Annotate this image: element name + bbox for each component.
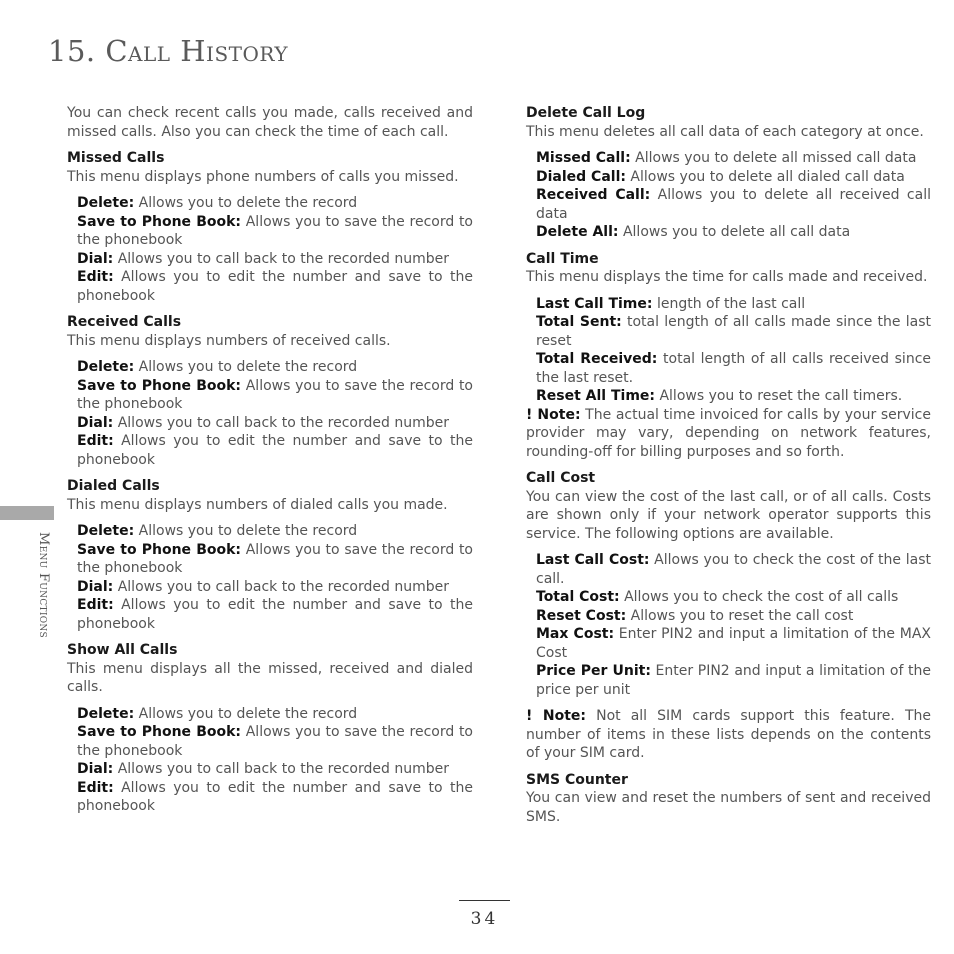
option-item xyxy=(77,723,473,760)
option-item xyxy=(536,551,931,588)
option-list-call-time xyxy=(526,295,931,406)
option-term: Last Call Time: xyxy=(536,295,653,312)
option-item xyxy=(536,168,931,187)
option-item xyxy=(536,295,931,314)
option-text: Allows you to check the cost of all calls xyxy=(619,589,899,605)
option-term: Edit: xyxy=(77,269,114,285)
option-list-show-all-calls xyxy=(67,705,473,816)
option-item xyxy=(77,268,473,305)
option-item xyxy=(536,387,931,406)
option-text: Allows you to edit the number and save to the phonebook xyxy=(77,433,473,468)
option-text: Enter PIN2 and input a limitation of the MAX Cost xyxy=(536,626,931,661)
right-column xyxy=(526,104,931,826)
option-item xyxy=(77,377,473,414)
option-item xyxy=(536,607,931,626)
option-text: Allows you to call back to the recorded number xyxy=(113,250,449,267)
option-text: Allows you to save the record to the phonebook xyxy=(77,541,473,576)
option-term: Edit: xyxy=(77,779,114,796)
option-item xyxy=(77,250,473,269)
option-item xyxy=(77,541,473,578)
option-text: Allows you to save the record to the phonebook xyxy=(77,213,473,248)
option-term: Dial: xyxy=(77,761,114,777)
option-item xyxy=(536,662,931,699)
option-item xyxy=(77,596,473,633)
option-item xyxy=(536,588,931,607)
note-text: The actual time invoiced for calls by your service provider may vary, depending on network features, rounding-off for billing purposes and so forth. xyxy=(526,406,931,460)
side-section-label: Menu Functions xyxy=(36,532,51,639)
option-term: Delete: xyxy=(77,705,135,722)
option-text: Allows you to call back to the recorded number xyxy=(113,578,449,595)
page-number-rule xyxy=(459,900,510,901)
option-item xyxy=(77,414,473,433)
option-text: Allows you to delete all received call data xyxy=(536,187,931,222)
option-text: Allows you to delete the record xyxy=(134,523,358,539)
option-term: Delete All: xyxy=(536,224,619,240)
section-desc-show-all-calls: This menu displays all the missed, received and dialed calls. xyxy=(67,660,473,695)
option-text: Allows you to edit the number and save to the phonebook xyxy=(77,269,473,304)
option-text: total length of all calls made since the last reset xyxy=(536,314,931,349)
note-call-time xyxy=(526,406,931,462)
option-term: Dial: xyxy=(77,578,114,595)
section-desc-call-time: This menu displays the time for calls made and received. xyxy=(526,269,928,285)
section-heading-received-calls: Received Calls xyxy=(67,314,182,330)
option-text: Allows you to reset the call cost xyxy=(626,607,854,624)
option-term: Save to Phone Book: xyxy=(77,541,242,558)
option-text: Allows you to save the record to the phonebook xyxy=(77,724,473,759)
option-term: Reset Cost: xyxy=(536,607,627,624)
option-item xyxy=(77,779,473,816)
option-text: Allows you to delete all dialed call data xyxy=(625,168,905,185)
option-text: Enter PIN2 and input a limitation of the price per unit xyxy=(536,663,931,698)
section-desc-sms-counter: You can view and reset the numbers of sent and received SMS. xyxy=(526,790,931,825)
option-text: Allows you to save the record to the phonebook xyxy=(77,377,473,412)
option-term: Save to Phone Book: xyxy=(77,213,242,230)
option-list-call-cost xyxy=(526,551,931,699)
option-text: Allows you to edit the number and save to the phonebook xyxy=(77,779,473,814)
note-label: ! Note: xyxy=(526,708,587,724)
section-desc-missed-calls: This menu displays phone numbers of calls you missed. xyxy=(67,168,459,185)
option-text: Allows you to delete all missed call data xyxy=(630,150,917,166)
option-item xyxy=(77,358,473,377)
option-item xyxy=(77,194,473,213)
section-heading-dialed-calls: Dialed Calls xyxy=(67,478,160,494)
option-item xyxy=(77,760,473,779)
option-text: Allows you to call back to the recorded number xyxy=(113,414,449,431)
option-term: Last Call Cost: xyxy=(536,552,650,568)
section-heading-show-all-calls: Show All Calls xyxy=(67,642,178,658)
option-item xyxy=(536,350,931,387)
option-term: Total Received: xyxy=(536,351,658,367)
section-heading-missed-calls: Missed Calls xyxy=(67,150,165,166)
option-term: Edit: xyxy=(77,597,114,613)
section-heading-call-time: Call Time xyxy=(526,250,599,267)
option-text: Allows you to delete the record xyxy=(134,705,358,722)
section-desc-dialed-calls: This menu displays numbers of dialed calls you made. xyxy=(67,496,448,513)
section-heading-delete-call-log: Delete Call Log xyxy=(526,105,646,121)
option-term: Missed Call: xyxy=(536,150,631,166)
option-item xyxy=(77,432,473,469)
note-call-cost xyxy=(526,707,931,763)
section-desc-call-cost: You can view the cost of the last call, or of all calls. Costs are shown only if your network operator supports this service. The following options are available. xyxy=(526,488,931,542)
section-heading-call-cost: Call Cost xyxy=(526,470,596,486)
option-term: Delete: xyxy=(77,195,135,211)
option-term: Delete: xyxy=(77,359,135,375)
option-term: Delete: xyxy=(77,523,135,539)
section-desc-received-calls: This menu displays numbers of received calls. xyxy=(67,332,391,349)
option-term: Price Per Unit: xyxy=(536,663,651,679)
option-term: Dial: xyxy=(77,250,114,267)
intro-paragraph: You can check recent calls you made, calls received and missed calls. Also you can check the time of each call. xyxy=(67,105,473,140)
section-desc-delete-call-log: This menu deletes all call data of each category at once. xyxy=(526,123,924,140)
option-list-delete-call-log xyxy=(526,149,931,242)
option-text: Allows you to edit the number and save to the phonebook xyxy=(77,597,473,632)
option-term: Save to Phone Book: xyxy=(77,377,242,394)
note-label: ! Note: xyxy=(526,406,581,423)
option-text: length of the last call xyxy=(652,295,806,312)
option-item xyxy=(77,578,473,597)
option-item xyxy=(77,705,473,724)
option-term: Max Cost: xyxy=(536,626,615,642)
option-item xyxy=(536,186,931,223)
option-item xyxy=(77,522,473,541)
option-term: Total Sent: xyxy=(536,314,622,330)
option-text: Allows you to delete the record xyxy=(134,359,358,375)
page-number: 34 xyxy=(470,909,499,929)
option-text: Allows you to check the cost of the last call. xyxy=(536,552,931,587)
option-term: Reset All Time: xyxy=(536,388,656,404)
option-item xyxy=(536,313,931,350)
section-tab-marker xyxy=(0,506,54,520)
option-term: Dialed Call: xyxy=(536,168,626,185)
option-list-received-calls xyxy=(67,358,473,469)
option-text: Allows you to reset the call timers. xyxy=(655,388,903,404)
option-list-missed-calls xyxy=(67,194,473,305)
option-text: Allows you to delete the record xyxy=(134,195,358,211)
option-item xyxy=(77,213,473,250)
left-column xyxy=(67,104,473,816)
option-term: Received Call: xyxy=(536,187,651,203)
page-title: 15. Call History xyxy=(48,34,289,68)
option-text: total length of all calls received since the last reset. xyxy=(536,351,932,386)
section-heading-sms-counter: SMS Counter xyxy=(526,771,628,788)
option-list-dialed-calls xyxy=(67,522,473,633)
option-term: Save to Phone Book: xyxy=(77,724,242,740)
option-item xyxy=(536,625,931,662)
option-term: Edit: xyxy=(77,433,114,449)
option-text: Allows you to call back to the recorded number xyxy=(113,761,449,777)
note-text: Not all SIM cards support this feature. The number of items in these lists depends on the contents of your SIM card. xyxy=(526,708,931,761)
option-text: Allows you to delete all call data xyxy=(618,224,851,240)
option-term: Dial: xyxy=(77,414,114,431)
option-item xyxy=(536,223,931,242)
option-item xyxy=(536,149,931,168)
option-term: Total Cost: xyxy=(536,589,620,605)
